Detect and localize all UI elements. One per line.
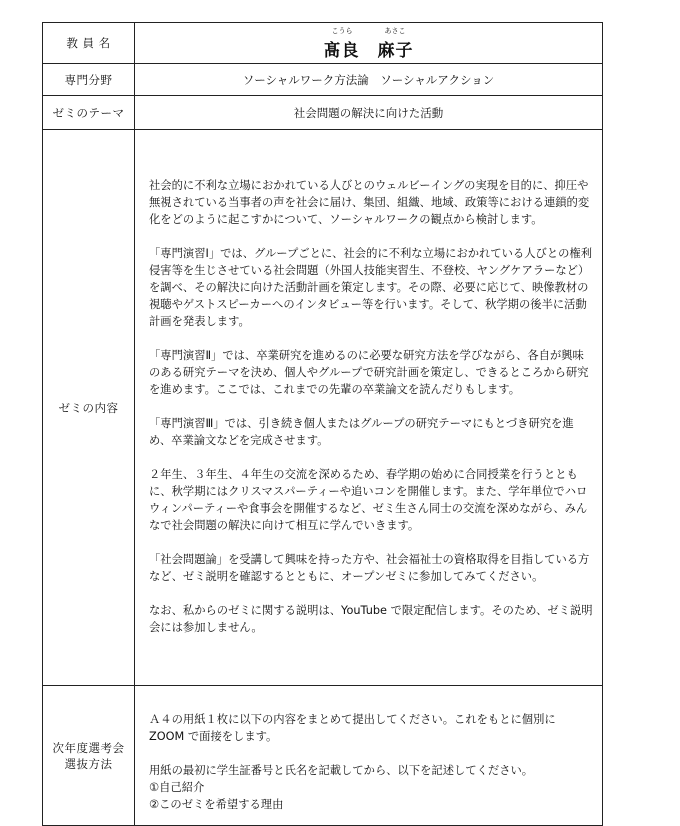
teacher-name: 髙良 麻子 [323,40,414,61]
selection-body [135,686,603,826]
selection-gap [149,745,594,762]
content-label: ゼミの内容 [43,130,135,686]
theme-row [43,96,603,130]
theme-label: ゼミのテーマ [43,96,135,130]
content-paragraph: 「専門演習Ⅱ」では、卒業研究を進めるのに必要な研究方法を学びながら、各自が興味のある研究テーマを決め、個人やグループで研究計画を策定し、できるところから研究を進めます。ここでは、これまでの先輩の卒業論文を読んだりもします。 [149,349,589,396]
teacher-name-wrap [324,26,414,61]
content-row [43,130,603,686]
selection-label-line2: 選抜方法 [64,756,113,771]
field-value: ソーシャルワーク方法論 ソーシャルアクション [135,64,603,96]
selection-label [43,686,135,826]
selection-item: ②このゼミを希望する理由 [149,797,284,811]
teacher-name-ruby [324,26,414,36]
content-paragraph: なお、私からのゼミに関する説明は、YouTube で限定配信します。そのため、ゼミ説明会には参加しません。 [149,604,593,634]
content-body [135,130,603,686]
ruby-given: あさこ [384,26,406,35]
teacher-label: 教 員 名 [43,23,135,64]
theme-value: 社会問題の解決に向けた活動 [135,96,603,130]
content-paragraph: 社会的に不利な立場におかれている人びとのウェルビーイングの実現を目的に、抑圧や無視されている当事者の声を社会に届け、集団、組織、地域、政策等における連鎖的変化をどのように起こすかについて、ソーシャルワークの観点から検討します。 [149,179,590,226]
selection-instruction: 用紙の最初に学生証番号と氏名を記載してから、以下を記述してください。 [149,763,534,777]
selection-intro: Ａ４の用紙１枚に以下の内容をまとめて提出してください。これをもとに個別に ZOOM で面接をします。 [149,712,556,743]
content-paragraph: 「専門演習Ⅰ」では、グループごとに、社会的に不利な立場におかれている人びとの権利侵害等を生じさせている社会問題（外国人技能実習生、不登校、ヤングケアラーなど）を調べ、その解決に向けた活動計画を策定します。その際、必要に応じて、映像教材の視聴やゲストスピーカーへのインタビュー等を行います。そして、秋学期の後半に活動計画を発表します。 [149,247,593,328]
selection-label-line1: 次年度選考会 [52,740,125,755]
field-row [43,64,603,96]
ruby-family: こうら [331,26,353,35]
content-paragraph: ２年生、３年生、４年生の交流を深めるため、春学期の始めに合同授業を行うとともに、秋学期にはクリスマスパーティーや追いコンを開催します。また、学年単位でハロウィンパーティーや食事会を開催するなど、ゼミ生さん同士の交流を深めながら、みんなで社会問題の解決に向けて相互に学んでいきます。 [149,468,588,532]
seminar-info-table [42,22,603,826]
content-paragraph: 「専門演習Ⅲ」では、引き続き個人またはグループの研究テーマにもとづき研究を進め、卒業論文などを完成させます。 [149,417,574,447]
selection-item: ①自己紹介 [149,780,205,794]
selection-row [43,686,603,826]
teacher-row [43,23,603,64]
content-paragraph: 「社会問題論」を受講して興味を持った方や、社会福祉士の資格取得を目指している方など、ゼミ説明を確認するとともに、オープンゼミに参加してみてください。 [149,553,590,583]
teacher-name-cell [135,23,603,64]
field-label: 専門分野 [43,64,135,96]
